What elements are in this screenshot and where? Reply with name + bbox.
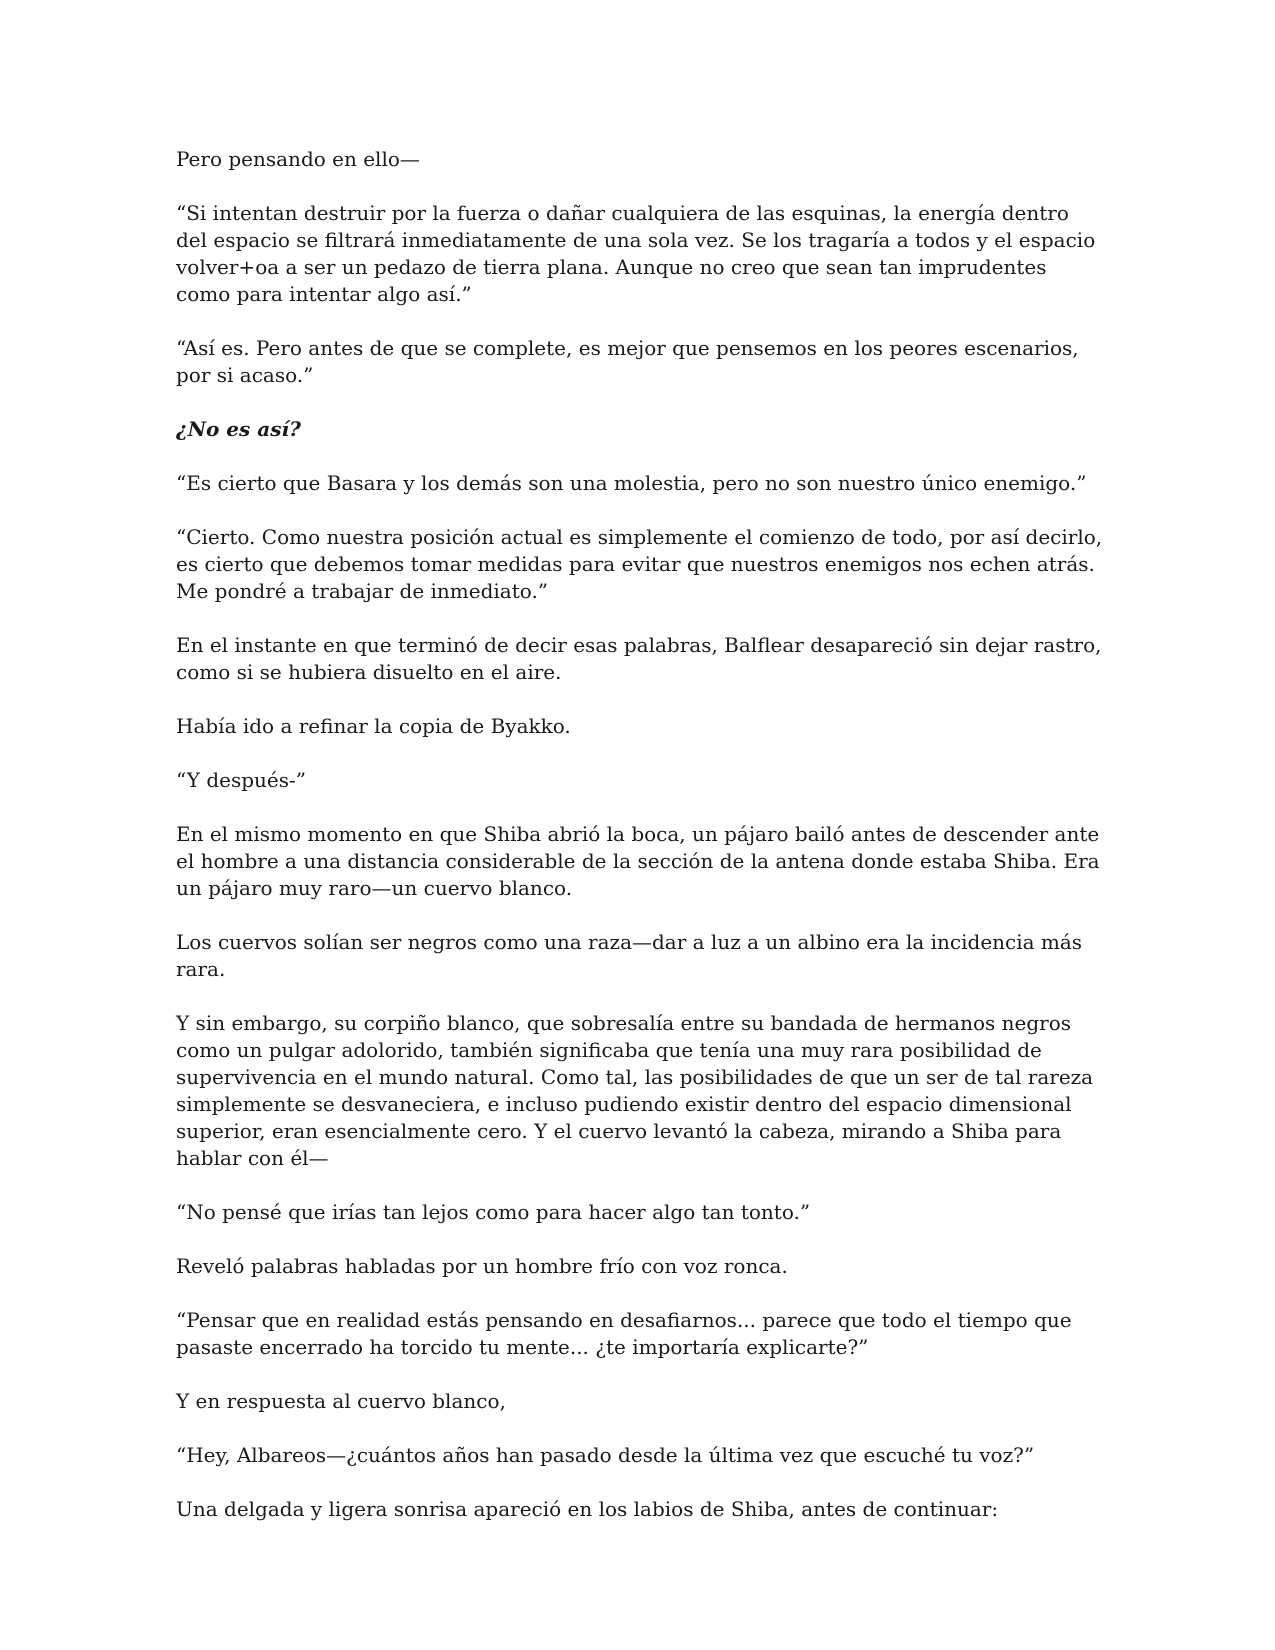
paragraph: Y sin embargo, su corpiño blanco, que sobresalía entre su bandada de hermanos negros como un pulgar adolorido, también significaba que tenía una muy rara posibilidad de supervivencia en el mundo natural. Como tal, las posibilidades de que un ser de tal rareza simplemente se desvaneciera, e incluso pudiendo existir dentro del espacio dimensional superior, eran esencialmente cero. Y el cuervo levantó la cabeza, mirando a Shiba para hablar con él— <box>176 1011 1094 1170</box>
emphasized-paragraph: ¿No es así? <box>176 417 301 441</box>
paragraph: “Pensar que en realidad estás pensando en desafiarnos... parece que todo el tiempo que pasaste encerrado ha torcido tu mente... ¿te importaría explicarte?” <box>176 1308 1072 1359</box>
paragraph: “Así es. Pero antes de que se complete, es mejor que pensemos en los peores escenarios, por si acaso.” <box>176 336 1079 387</box>
paragraph: Reveló palabras habladas por un hombre frío con voz ronca. <box>176 1254 788 1278</box>
paragraph: Pero pensando en ello— <box>176 147 420 171</box>
document-body <box>176 146 1106 1550</box>
paragraph: “Hey, Albareos—¿cuántos años han pasado desde la última vez que escuché tu voz?” <box>176 1443 1035 1467</box>
paragraph: “Cierto. Como nuestra posición actual es simplemente el comienzo de todo, por así decirlo, es cierto que debemos tomar medidas para evitar que nuestros enemigos nos echen atrás. Me pondré a trabajar de inmediato.” <box>176 525 1103 603</box>
paragraph: “Es cierto que Basara y los demás son una molestia, pero no son nuestro único enemigo.” <box>176 471 1087 495</box>
paragraph: Había ido a refinar la copia de Byakko. <box>176 714 571 738</box>
paragraph: En el mismo momento en que Shiba abrió la boca, un pájaro bailó antes de descender ante el hombre a una distancia considerable de la sección de la antena donde estaba Shiba. Era un pájaro muy raro—un cuervo blanco. <box>176 822 1100 900</box>
paragraph: Y en respuesta al cuervo blanco, <box>176 1389 506 1413</box>
paragraph: “No pensé que irías tan lejos como para hacer algo tan tonto.” <box>176 1200 811 1224</box>
paragraph: “Y después-” <box>176 768 307 792</box>
paragraph: “Si intentan destruir por la fuerza o dañar cualquiera de las esquinas, la energía dentro del espacio se filtrará inmediatamente de una sola vez. Se los tragaría a todos y el espacio volver+oa a ser un pedazo de tierra plana. Aunque no creo que sean tan imprudentes como para intentar algo así.” <box>176 201 1096 306</box>
paragraph: En el instante en que terminó de decir esas palabras, Balflear desapareció sin dejar rastro, como si se hubiera disuelto en el aire. <box>176 633 1102 684</box>
paragraph: Los cuervos solían ser negros como una raza—dar a luz a un albino era la incidencia más rara. <box>176 930 1083 981</box>
paragraph: Una delgada y ligera sonrisa apareció en los labios de Shiba, antes de continuar: <box>176 1497 999 1521</box>
